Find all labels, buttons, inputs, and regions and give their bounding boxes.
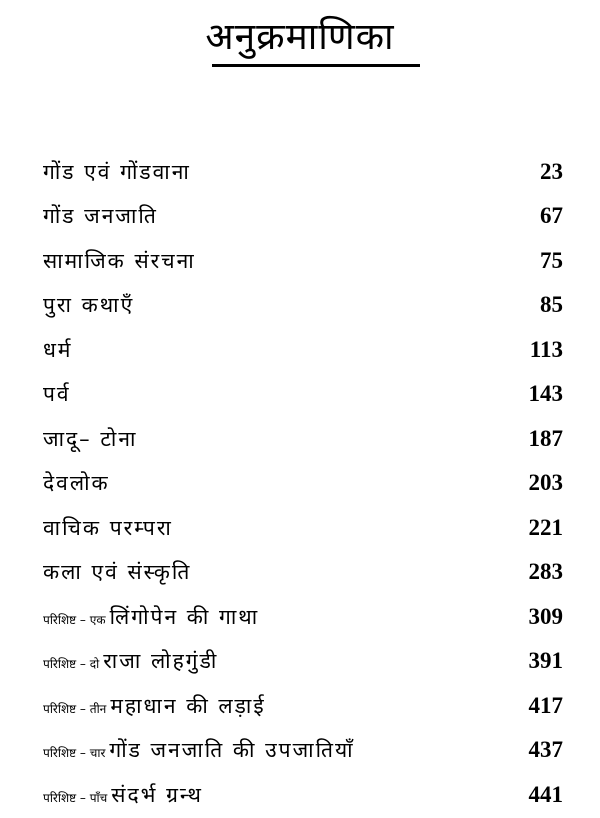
toc-entry <box>0 419 600 459</box>
appendix-prefix: परिशिष्ट – पाँच <box>43 791 108 805</box>
toc-entry <box>0 285 600 325</box>
toc-entry-page: 283 <box>528 559 563 584</box>
toc-entry-page: 309 <box>528 604 563 629</box>
toc-entry-label: गोंड जनजाति की उपजातियाँ <box>109 738 355 762</box>
toc-entry <box>0 775 600 815</box>
toc-entry-page: 75 <box>540 248 563 273</box>
toc-entry-label: गोंड जनजाति <box>43 204 158 228</box>
appendix-prefix: परिशिष्ट – तीन <box>43 702 107 716</box>
toc-entry-label: वाचिक परम्परा <box>43 516 173 540</box>
toc-entry-page: 437 <box>528 737 563 762</box>
toc-entry-page: 221 <box>528 515 563 540</box>
toc-entry-page: 23 <box>540 159 563 184</box>
toc-entry-label-wrap <box>43 775 203 818</box>
toc-entry-label: देवलोक <box>43 471 110 495</box>
appendix-prefix: परिशिष्ट – एक <box>43 613 106 627</box>
toc-entry-label-wrap <box>43 686 266 729</box>
toc-entry-label: पर्व <box>43 382 71 406</box>
appendix-prefix: परिशिष्ट – चार <box>43 746 106 760</box>
toc-entry <box>0 730 600 770</box>
toc-entry-label: पुरा कथाएँ <box>43 293 135 317</box>
toc-entry <box>0 241 600 281</box>
toc-entry-page: 113 <box>529 337 563 362</box>
toc-entry-label-wrap <box>43 730 355 773</box>
toc-entry <box>0 597 600 637</box>
toc-entry-label: लिंगोपेन की गाथा <box>109 605 260 629</box>
toc-entry <box>0 152 600 192</box>
toc-entry-label: राजा लोहगुंडी <box>103 649 219 673</box>
title-underline <box>212 64 420 67</box>
toc-entry-page: 391 <box>528 648 563 673</box>
toc-entry-label: सामाजिक संरचना <box>43 249 196 273</box>
toc-entry-page: 67 <box>540 203 563 228</box>
toc-entry <box>0 463 600 503</box>
toc-entry-label: गोंड एवं गोंडवाना <box>43 160 191 184</box>
toc-entry-page: 203 <box>528 470 563 495</box>
toc-entry-label-wrap <box>43 641 218 684</box>
toc-entry-page: 85 <box>540 292 563 317</box>
toc-entry <box>0 686 600 726</box>
toc-entry-label: कला एवं संस्कृति <box>43 560 192 584</box>
toc-entry <box>0 196 600 236</box>
toc-entry <box>0 508 600 548</box>
toc-entry <box>0 330 600 370</box>
toc-entry-page: 187 <box>528 426 563 451</box>
toc-entry-label-wrap <box>43 597 259 640</box>
toc-entry-page: 441 <box>528 782 563 807</box>
toc-entry-page: 417 <box>528 693 563 718</box>
toc-entry-label: धर्म <box>43 338 73 362</box>
toc-entry-label: महाधान की लड़ाई <box>110 694 266 718</box>
toc-entry <box>0 374 600 414</box>
toc-entry <box>0 641 600 681</box>
toc-entry-label: संदर्भ ग्रन्थ <box>111 783 203 807</box>
toc-entry-page: 143 <box>528 381 563 406</box>
appendix-prefix: परिशिष्ट – दो <box>43 657 100 671</box>
page-title: अनुक्रमाणिका <box>205 15 395 58</box>
toc-entry-label: जादू– टोना <box>43 427 138 451</box>
toc-entry <box>0 552 600 592</box>
